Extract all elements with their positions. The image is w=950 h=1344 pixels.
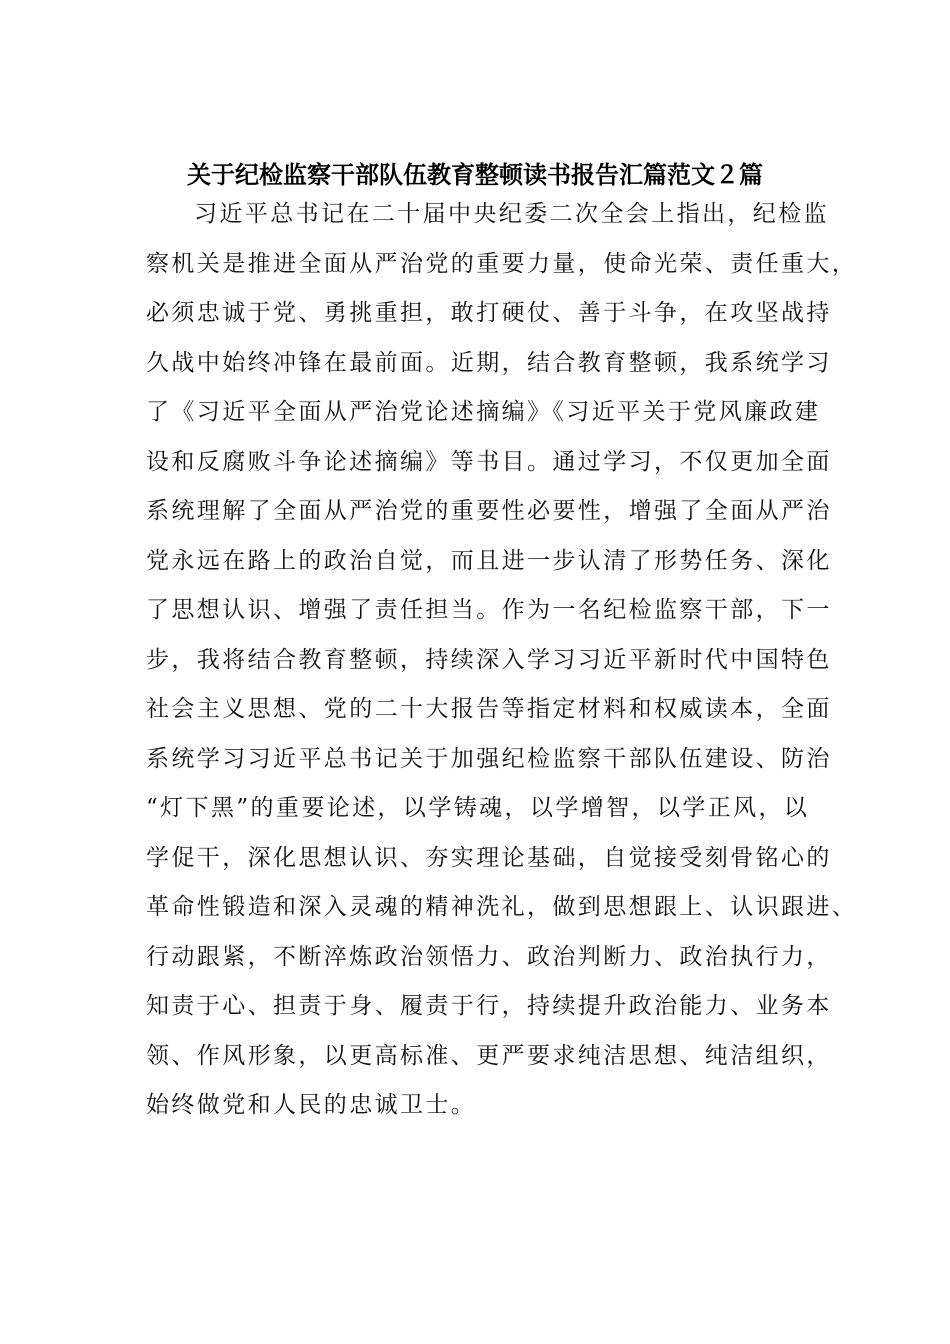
paragraph-line: 了思想认识、增强了责任担当。作为一名纪检监察干部，下一 [146, 597, 832, 623]
paragraph-line: 设和反腐败斗争论述摘编》等书目。通过学习，不仅更加全面 [146, 448, 832, 475]
paragraph-line: 始终做党和人民的忠诚卫士。 [146, 1092, 477, 1118]
paragraph-line: 领、作风形象，以更高标准、更严要求纯洁思想、纯洁组织， [146, 1042, 832, 1069]
paragraph-line: 步，我将结合教育整顿，持续深入学习习近平新时代中国特色 [146, 646, 832, 673]
paragraph-line: 察机关是推进全面从严治党的重要力量，使命光荣、责任重大， [146, 250, 858, 277]
document-title: 关于纪检监察干部队伍教育整顿读书报告汇篇范文２篇 [187, 161, 763, 189]
paragraph-line: 行动跟紧，不断淬炼政治领悟力、政治判断力、政治执行力， [146, 943, 832, 970]
paragraph-line: 革命性锻造和深入灵魂的精神洗礼，做到思想跟上、认识跟进、 [146, 894, 858, 920]
paragraph-line: 党永远在路上的政治自觉，而且进一步认清了形势任务、深化 [146, 547, 832, 574]
paragraph-line: 习近平总书记在二十届中央纪委二次全会上指出，纪检监 [194, 201, 829, 227]
body-paragraph [146, 190, 858, 1131]
paragraph-line: “灯下黑”的重要论述，以学铸魂，以学增智，以学正风，以 [146, 795, 810, 821]
paragraph-line: 学促干，深化思想认识、夯实理论基础，自觉接受刻骨铭心的 [146, 844, 832, 871]
paragraph-line: 系统学习习近平总书记关于加强纪检监察干部队伍建设、防治 [146, 745, 832, 772]
paragraph-line: 社会主义思想、党的二十大报告等指定材料和权威读本，全面 [146, 696, 832, 722]
paragraph-line: 必须忠诚于党、勇挑重担，敢打硬仗、善于斗争，在攻坚战持 [146, 300, 832, 326]
paragraph-line: 了《习近平全面从严治党论述摘编》《习近平关于党风廉政建 [146, 399, 821, 425]
paragraph-line: 久战中始终冲锋在最前面。近期，结合教育整顿，我系统学习 [146, 349, 832, 376]
paragraph-line: 知责于心、担责于身、履责于行，持续提升政治能力、业务本 [146, 993, 832, 1019]
paragraph-line: 系统理解了全面从严治党的重要性必要性，增强了全面从严治 [146, 498, 832, 524]
